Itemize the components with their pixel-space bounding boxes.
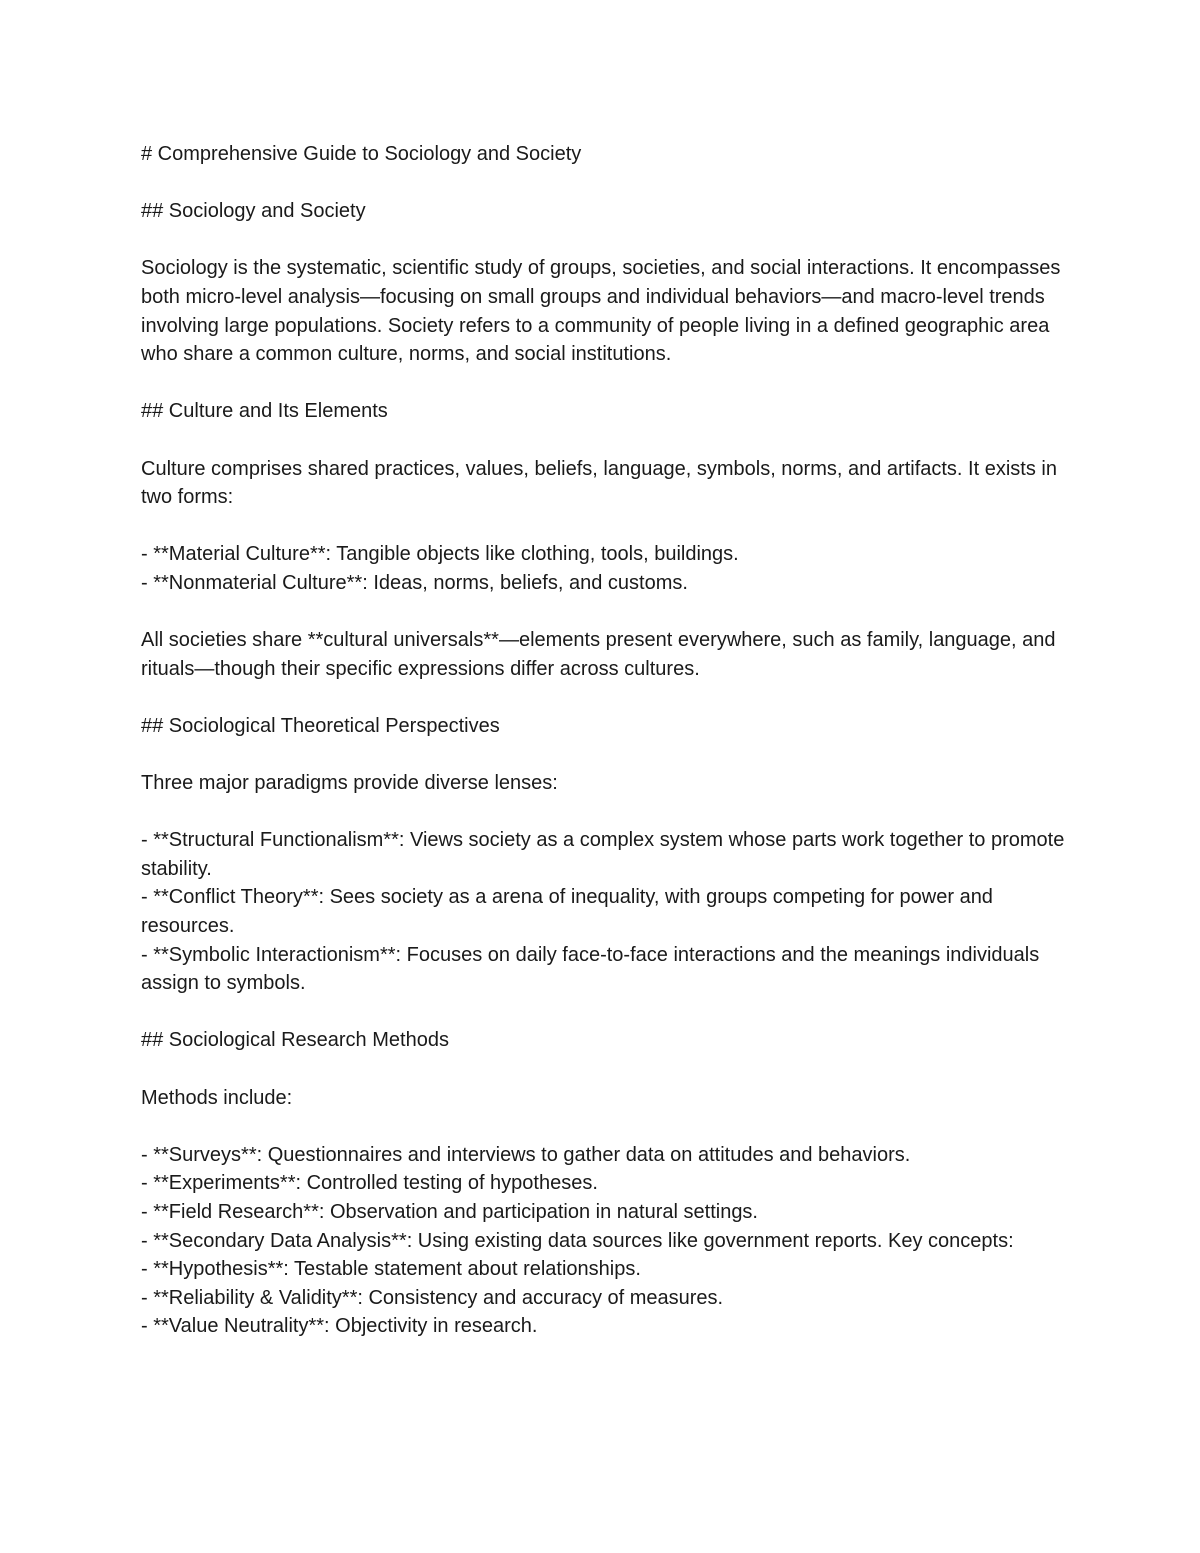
list-item: - **Value Neutrality**: Objectivity in research.: [141, 1315, 538, 1338]
list-item: - **Reliability & Validity**: Consistency and accuracy of measures.: [141, 1286, 724, 1309]
section-intro: Methods include:: [141, 1086, 293, 1109]
list-item: - **Conflict Theory**: Sees society as a arena of inequality, with groups competing for power and resources.: [141, 886, 999, 938]
list-item: - **Secondary Data Analysis**: Using existing data sources like government reports. Key concepts:: [141, 1229, 1014, 1252]
section-heading: ## Culture and Its Elements: [141, 400, 388, 423]
bullet-list: [141, 540, 1066, 597]
list-item: - **Surveys**: Questionnaires and interviews to gather data on attitudes and behaviors.: [141, 1143, 911, 1166]
list-item: - **Field Research**: Observation and participation in natural settings.: [141, 1200, 758, 1223]
list-item: - **Structural Functionalism**: Views society as a complex system whose parts work together to promote stability.: [141, 829, 1070, 880]
section-intro: Three major paradigms provide diverse lenses:: [141, 772, 558, 795]
list-item: - **Symbolic Interactionism**: Focuses on daily face-to-face interactions and the meanings individuals assign to symbols.: [141, 943, 1045, 995]
section-heading: ## Sociological Research Methods: [141, 1029, 449, 1052]
list-item: - **Experiments**: Controlled testing of hypotheses.: [141, 1172, 598, 1195]
list-item: - **Material Culture**: Tangible objects like clothing, tools, buildings.: [141, 543, 739, 566]
section-heading: ## Sociology and Society: [141, 200, 366, 223]
document-content: [141, 140, 1070, 1370]
section-paragraph: Sociology is the systematic, scientific study of groups, societies, and social interactions. It encompasses both micro-level analysis—focusing on small groups and individual behaviors—and macro-level trends involving large populations. Society refers to a community of people living in a defined geographic area who share a common culture, norms, and social institutions.: [141, 257, 1061, 366]
document-title: # Comprehensive Guide to Sociology and Society: [141, 143, 582, 165]
section-closing: All societies share **cultural universals**—elements present everywhere, such as family, language, and rituals—though their specific expressions differ across cultures.: [141, 629, 1056, 680]
section-heading: ## Sociological Theoretical Perspectives: [141, 714, 500, 737]
bullet-list: [141, 826, 1070, 998]
list-item: - **Hypothesis**: Testable statement about relationships.: [141, 1258, 641, 1281]
list-item: - **Nonmaterial Culture**: Ideas, norms, beliefs, and customs.: [141, 571, 688, 594]
section-intro: Culture comprises shared practices, values, beliefs, language, symbols, norms, and artifacts. It exists in two forms:: [141, 457, 1057, 509]
bullet-list: [141, 1141, 1066, 1341]
